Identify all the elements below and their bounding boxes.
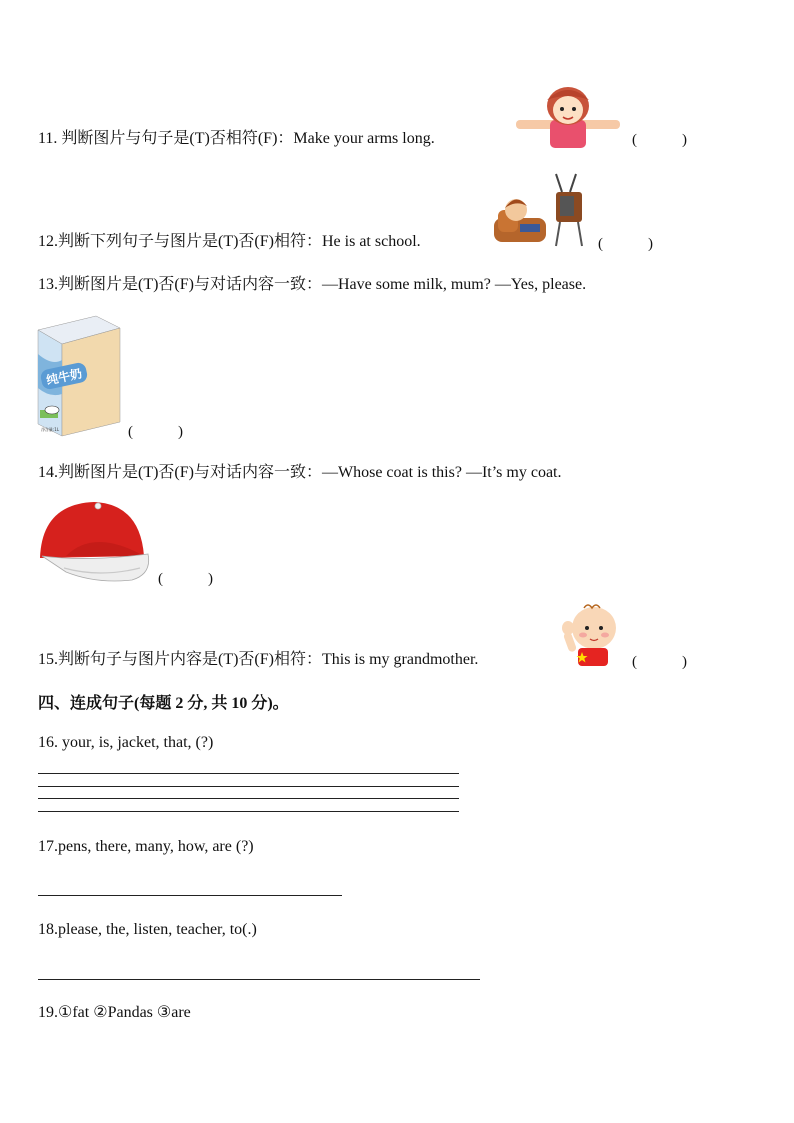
question-16-text: 16. your, is, jacket, that, (?)	[38, 734, 214, 751]
boy-watching-tv-icon	[490, 172, 590, 248]
section-4-heading: 四、连成句子(每题 2 分, 共 10 分)。	[38, 695, 289, 712]
question-11-text: 11. 判断图片与句子是(T)否相符(F)：Make your arms long.	[38, 130, 435, 147]
question-14-text: 14.判断图片是(T)否(F)与对话内容一致：—Whose coat is this? —It’s my coat.	[38, 464, 562, 481]
answer-blank-13[interactable]: ( )	[128, 424, 183, 440]
question-12-text: 12.判断下列句子与图片是(T)否(F)相符：He is at school.	[38, 233, 421, 250]
answer-line-16-1[interactable]	[38, 773, 459, 774]
answer-blank-12[interactable]: ( )	[598, 236, 653, 252]
answer-line-18[interactable]	[38, 979, 480, 980]
answer-line-17[interactable]	[38, 895, 342, 896]
answer-blank-14[interactable]: ( )	[158, 571, 213, 587]
answer-line-16-3[interactable]	[38, 798, 459, 799]
question-17-text: 17.pens, there, many, how, are (?)	[38, 838, 254, 855]
milk-carton-icon	[36, 314, 122, 438]
question-13-text: 13.判断图片是(T)否(F)与对话内容一致：—Have some milk, mum? —Yes, please.	[38, 276, 587, 293]
red-cap-icon	[36, 498, 152, 586]
milk-carton-small-text: 净含量:1L	[40, 427, 60, 432]
girl-arms-wide-icon	[512, 84, 624, 148]
question-18-text: 18.please, the, listen, teacher, to(.)	[38, 921, 257, 938]
answer-line-16-4[interactable]	[38, 811, 459, 812]
answer-line-16-2[interactable]	[38, 786, 459, 787]
question-19-text: 19.①fat ②Pandas ③are	[38, 1004, 191, 1021]
baby-waving-icon	[558, 602, 626, 668]
answer-blank-11[interactable]: ( )	[632, 132, 687, 148]
question-15-text: 15.判断句子与图片内容是(T)否(F)相符：This is my grandmother.	[38, 651, 479, 668]
milk-carton-label: 纯牛奶	[45, 366, 84, 388]
answer-blank-15[interactable]: ( )	[632, 654, 687, 670]
